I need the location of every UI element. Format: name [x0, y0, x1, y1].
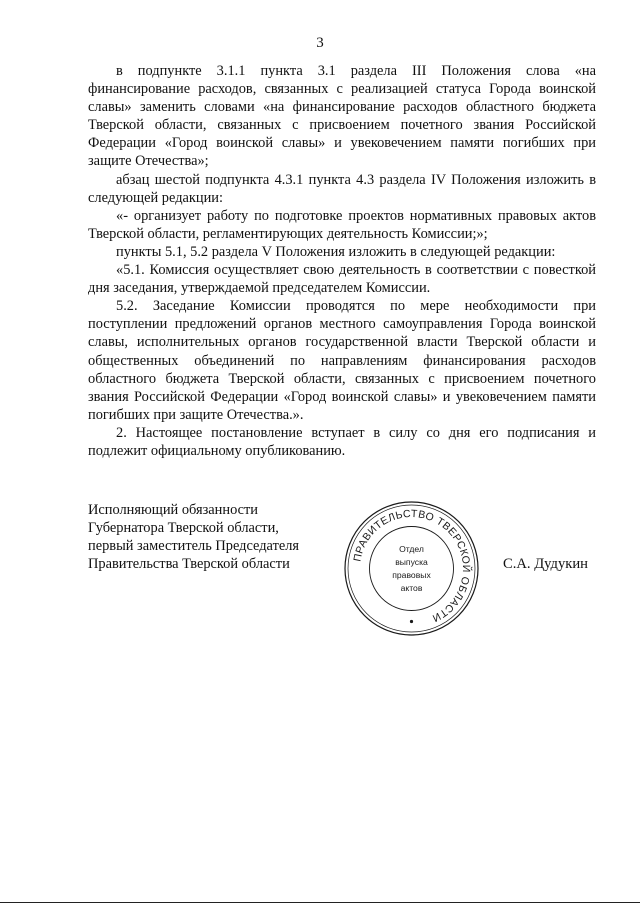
paragraph-clause-5-2: 5.2. Заседание Комиссии проводятся по мере необходимости при поступлении предложений органов местного самоуправления Города воинской славы, исполнительных органов государственной власти Тверской области и общественных объединений по направлениям финансирования расходов областного бюджета Тверской области, связанных с присвоением почетного звания Российской Федерации «Город воинской славы» и увековечением памяти погибших при защите Отечества.».	[88, 298, 596, 423]
signatory-position-line: Губернатора Тверской области,	[88, 520, 279, 537]
paragraph-amendment-4-3-1: абзац шестой подпункта 4.3.1 пункта 4.3 раздела IV Положения изложить в следующей редакции:	[88, 171, 596, 206]
seal-center-line: Отдел	[399, 544, 424, 554]
seal-star-icon	[410, 620, 413, 623]
paragraph-amendment-3-1-1: в подпункте 3.1.1 пункта 3.1 раздела III Положения слова «на финансирование расходов, связанных с реализацией статуса Города воинской славы» заменить словами «на финансирование расходов областного бюджета Тверской области, связанных с присвоением почетного звания Российской Федерации «Город воинской славы» и увековечением памяти погибших при защите Отечества»;	[88, 63, 596, 170]
signatory-position-line: первый заместитель Председателя	[88, 538, 300, 555]
official-seal	[343, 500, 480, 637]
paragraph-clause-5-1: «5.1. Комиссия осуществляет свою деятельность в соответствии с повесткой дня заседания, утверждаемой председателем Комиссии.	[88, 262, 596, 297]
paragraph-new-wording-4-3-1: «- организует работу по подготовке проектов нормативных правовых актов Тверской области, регламентирующих деятельность Комиссии;»;	[88, 207, 596, 242]
seal-ring-text: ПРАВИТЕЛЬСТВО ТВЕРСКОЙ ОБЛАСТИ	[351, 507, 473, 625]
signatory-position	[88, 501, 328, 573]
scan-edge-line	[0, 902, 640, 903]
signatory-position-line: Правительства Тверской области	[88, 556, 290, 573]
signatory-name: С.А. Дудукин	[503, 556, 588, 572]
paragraph-entry-into-force: 2. Настоящее постановление вступает в силу со дня его подписания и подлежит официальному опубликованию.	[88, 424, 596, 459]
seal-center-line: актов	[400, 583, 423, 593]
page-number: 3	[316, 35, 324, 51]
document-body	[88, 62, 596, 460]
seal-center-line: правовых	[392, 570, 431, 580]
signatory-position-line: Исполняющий обязанности	[88, 502, 259, 518]
seal-center-line: выпуска	[395, 557, 428, 567]
paragraph-amendment-5: пункты 5.1, 5.2 раздела V Положения изложить в следующей редакции:	[116, 243, 556, 260]
